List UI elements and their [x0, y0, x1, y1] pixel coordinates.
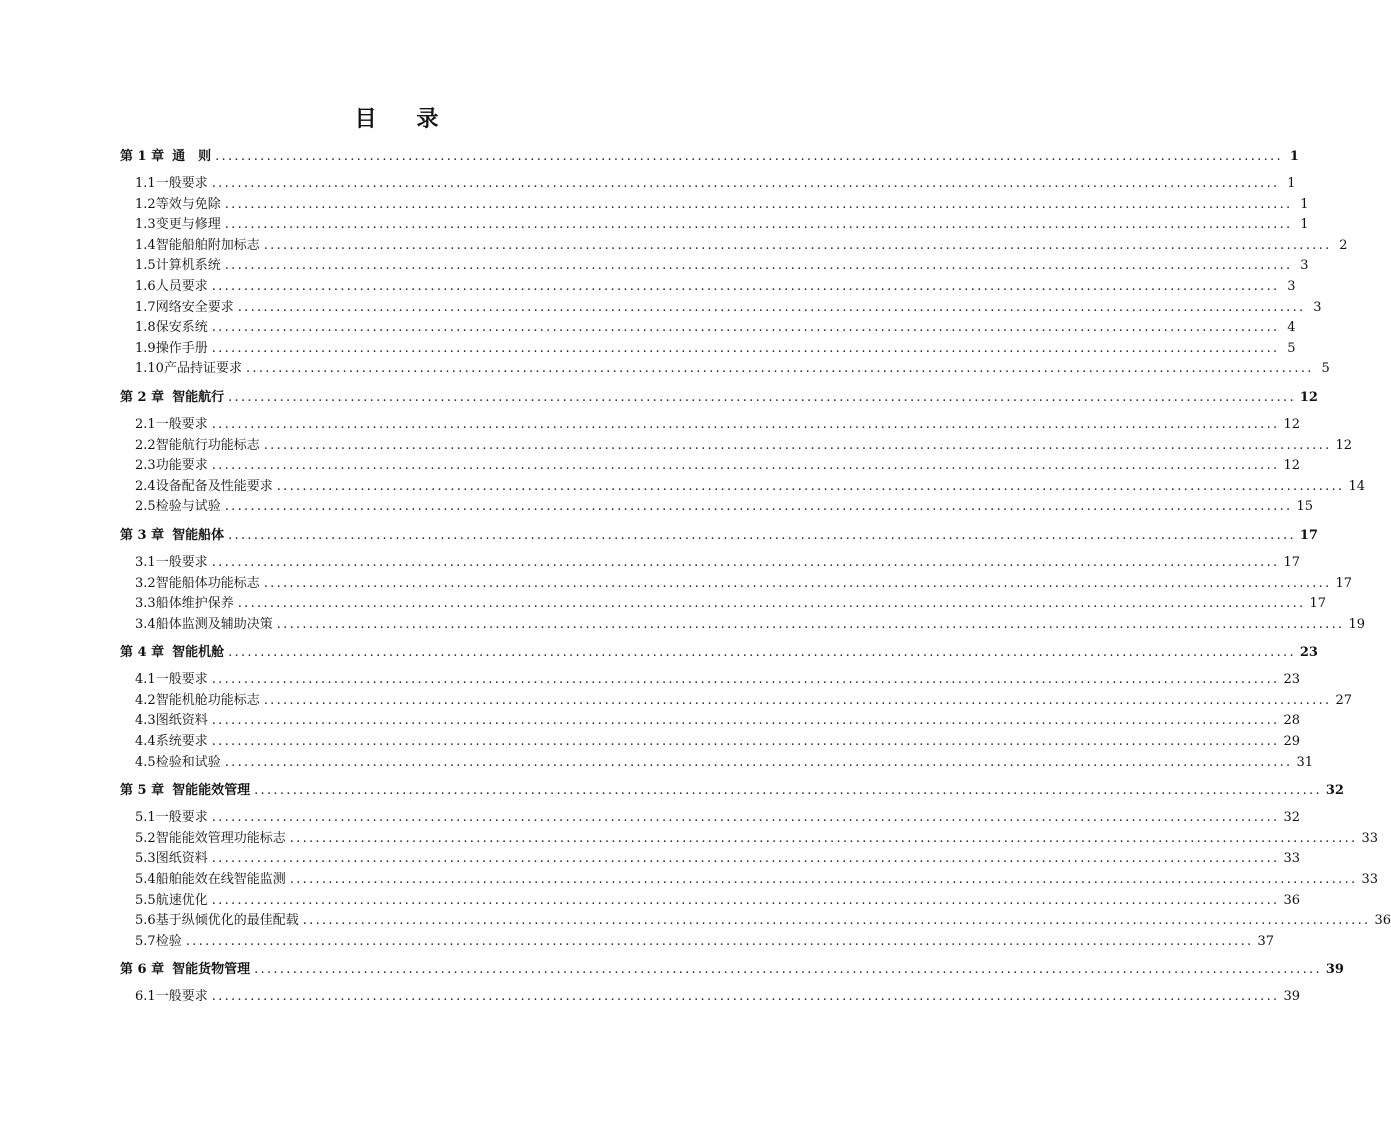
dot-leader: ...................................................................................................................................................................... — [228, 389, 1296, 405]
toc-section[interactable] — [120, 359, 1330, 380]
section-title: 等效与免除 — [155, 196, 221, 212]
toc-section[interactable] — [120, 732, 1301, 753]
page-number: 17 — [1335, 575, 1353, 591]
toc-section[interactable] — [120, 594, 1327, 615]
section-title: 设备配备及性能要求 — [155, 478, 273, 494]
dot-leader: ...................................................................................................................................................................... — [211, 554, 1280, 570]
section-title: 操作手册 — [155, 340, 208, 356]
page-number: 12 — [1283, 416, 1301, 432]
page-number: 28 — [1283, 713, 1301, 729]
chapter-number: 第 2 章 — [120, 389, 165, 405]
page-number: 1 — [1300, 217, 1309, 233]
section-number: 3.4 — [135, 616, 156, 632]
page-number: 5 — [1321, 361, 1330, 377]
toc-section[interactable] — [120, 215, 1309, 236]
dot-leader: ...................................................................................................................................................................... — [211, 989, 1280, 1005]
page-number: 23 — [1283, 672, 1301, 688]
toc-section[interactable] — [120, 808, 1301, 829]
toc-section[interactable] — [120, 477, 1366, 498]
page-number: 36 — [1283, 892, 1301, 908]
toc-section[interactable] — [120, 932, 1275, 953]
section-number: 3.2 — [135, 575, 156, 591]
chapter-title: 智能货物管理 — [172, 962, 251, 978]
dot-leader: ...................................................................................................................................................................... — [302, 913, 1371, 929]
dot-leader: ...................................................................................................................................................................... — [211, 458, 1280, 474]
section-title: 一般要求 — [155, 672, 208, 688]
page-number: 1 — [1287, 176, 1296, 191]
dot-leader: ...................................................................................................................................................................... — [211, 176, 1280, 191]
page-number: 17 — [1299, 527, 1318, 543]
dot-leader: ...................................................................................................................................................................... — [263, 692, 1332, 708]
dot-leader: ...................................................................................................................................................................... — [215, 149, 1283, 164]
section-title: 网络安全要求 — [155, 299, 234, 315]
dot-leader: ...................................................................................................................................................................... — [211, 340, 1280, 356]
section-title: 变更与修理 — [155, 217, 221, 233]
dot-leader: ...................................................................................................................................................................... — [224, 196, 1293, 212]
section-number: 1.2 — [135, 196, 156, 212]
section-title: 功能要求 — [155, 458, 208, 474]
chapter-number: 第 4 章 — [120, 645, 165, 661]
page-number: 32 — [1283, 810, 1301, 826]
section-number: 2.1 — [135, 416, 156, 432]
section-number: 3.3 — [135, 596, 156, 612]
dot-leader: ...................................................................................................................................................................... — [228, 527, 1296, 543]
page-number: 14 — [1348, 478, 1366, 494]
toc-section[interactable] — [120, 553, 1301, 574]
dot-leader: ...................................................................................................................................................................... — [211, 672, 1280, 688]
section-number: 5.7 — [135, 933, 156, 949]
chapter-title: 通 则 — [172, 149, 212, 164]
toc-chapter[interactable] — [120, 780, 1344, 801]
section-title: 智能机舱功能标志 — [155, 692, 260, 708]
toc-section[interactable] — [120, 670, 1301, 691]
section-number: 4.2 — [135, 692, 156, 708]
section-number: 2.5 — [135, 499, 156, 515]
dot-leader: ...................................................................................................................................................................... — [224, 499, 1293, 515]
toc-section[interactable] — [120, 911, 1391, 932]
toc-chapter[interactable] — [120, 959, 1344, 980]
page-number: 19 — [1348, 616, 1366, 632]
page-number: 12 — [1335, 437, 1353, 453]
chapter-number: 第 1 章 — [120, 149, 165, 164]
toc-section[interactable] — [120, 987, 1301, 1008]
section-number: 5.2 — [135, 830, 156, 846]
dot-leader: ...................................................................................................................................................................... — [185, 933, 1254, 949]
dot-leader: ...................................................................................................................................................................... — [254, 783, 1322, 799]
dot-leader: ...................................................................................................................................................................... — [276, 616, 1345, 632]
toc-section[interactable] — [120, 298, 1322, 319]
section-number: 1.6 — [135, 278, 156, 294]
page-number: 27 — [1335, 692, 1353, 708]
section-number: 2.3 — [135, 458, 156, 474]
dot-leader: ...................................................................................................................................................................... — [211, 416, 1280, 432]
toc-section[interactable] — [120, 497, 1314, 518]
toc-chapter[interactable] — [120, 387, 1318, 408]
dot-leader: ...................................................................................................................................................................... — [228, 645, 1296, 661]
dot-leader: ...................................................................................................................................................................... — [211, 810, 1280, 826]
chapter-title: 智能航行 — [172, 389, 225, 405]
section-number: 2.4 — [135, 478, 156, 494]
toc-section[interactable] — [120, 456, 1301, 477]
dot-leader: ...................................................................................................................................................................... — [224, 754, 1293, 770]
section-number: 6.1 — [135, 989, 156, 1005]
dot-leader: ...................................................................................................................................................................... — [276, 478, 1345, 494]
toc-section[interactable] — [120, 415, 1301, 436]
chapter-title: 智能能效管理 — [172, 783, 251, 799]
section-number: 4.4 — [135, 734, 156, 750]
page-number: 4 — [1287, 320, 1296, 336]
dot-leader: ...................................................................................................................................................................... — [263, 575, 1332, 591]
section-number: 5.6 — [135, 913, 156, 929]
section-title: 图纸资料 — [155, 851, 208, 867]
section-number: 1.1 — [135, 176, 156, 191]
toc-section[interactable] — [120, 753, 1314, 774]
dot-leader: ...................................................................................................................................................................... — [254, 962, 1322, 978]
chapter-title: 智能船体 — [172, 527, 225, 543]
chapter-number: 第 6 章 — [120, 962, 165, 978]
dot-leader: ...................................................................................................................................................................... — [211, 734, 1280, 750]
toc-chapter[interactable] — [120, 146, 1299, 167]
chapter-number: 第 3 章 — [120, 527, 165, 543]
section-title: 检验和试验 — [155, 754, 221, 770]
dot-leader: ...................................................................................................................................................................... — [245, 361, 1314, 377]
page-number: 3 — [1287, 278, 1296, 294]
page-number: 12 — [1299, 389, 1318, 405]
toc-section[interactable] — [120, 691, 1353, 712]
section-title: 智能能效管理功能标志 — [155, 830, 286, 846]
page-number: 33 — [1361, 830, 1379, 846]
section-title: 基于纵倾优化的最佳配载 — [155, 913, 299, 929]
section-title: 一般要求 — [155, 810, 208, 826]
page-number: 1 — [1300, 196, 1309, 212]
section-title: 检验与试验 — [155, 499, 221, 515]
toc-section[interactable] — [120, 339, 1296, 360]
section-number: 4.3 — [135, 713, 156, 729]
section-number: 2.2 — [135, 437, 156, 453]
page-number: 36 — [1374, 913, 1391, 929]
toc-section[interactable] — [120, 256, 1309, 277]
toc-chapter[interactable] — [120, 642, 1318, 663]
section-title: 船舶能效在线智能监测 — [155, 872, 286, 888]
page-number: 2 — [1339, 237, 1348, 253]
section-number: 4.1 — [135, 672, 156, 688]
dot-leader: ...................................................................................................................................................................... — [211, 892, 1280, 908]
dot-leader: ...................................................................................................................................................................... — [237, 596, 1306, 612]
toc-section[interactable] — [120, 195, 1309, 216]
toc-section[interactable] — [120, 849, 1301, 870]
toc-section[interactable] — [120, 711, 1301, 732]
dot-leader: ...................................................................................................................................................................... — [211, 278, 1280, 294]
section-title: 保安系统 — [155, 320, 208, 336]
toc-section[interactable] — [120, 436, 1353, 457]
section-number: 5.5 — [135, 892, 156, 908]
page-number: 39 — [1325, 962, 1344, 978]
page-number: 17 — [1309, 596, 1327, 612]
table-of-contents — [120, 146, 1391, 1008]
dot-leader: ...................................................................................................................................................................... — [289, 872, 1358, 888]
section-number: 3.1 — [135, 554, 156, 570]
section-title: 船体维护保养 — [155, 596, 234, 612]
dot-leader: ...................................................................................................................................................................... — [211, 320, 1280, 336]
section-number: 1.9 — [135, 340, 156, 356]
toc-section[interactable] — [120, 318, 1296, 339]
page-number: 23 — [1299, 645, 1318, 661]
section-number: 1.10 — [135, 361, 164, 377]
dot-leader: ...................................................................................................................................................................... — [237, 299, 1306, 315]
toc-section[interactable] — [120, 277, 1296, 298]
section-title: 智能船体功能标志 — [155, 575, 260, 591]
page-number: 37 — [1257, 933, 1275, 949]
section-number: 1.5 — [135, 258, 156, 274]
dot-leader: ...................................................................................................................................................................... — [211, 851, 1280, 867]
toc-section[interactable] — [120, 574, 1353, 595]
section-title: 人员要求 — [155, 278, 208, 294]
section-title: 智能船舶附加标志 — [155, 237, 260, 253]
page-number: 33 — [1361, 872, 1379, 888]
page-number: 17 — [1283, 554, 1301, 570]
section-number: 5.3 — [135, 851, 156, 867]
section-number: 5.1 — [135, 810, 156, 826]
section-title: 一般要求 — [155, 416, 208, 432]
toc-section[interactable] — [120, 615, 1366, 636]
toc-section[interactable] — [120, 870, 1379, 891]
toc-chapter[interactable] — [120, 525, 1318, 546]
section-number: 5.4 — [135, 872, 156, 888]
toc-section[interactable] — [120, 891, 1301, 912]
page-number: 1 — [1289, 149, 1299, 164]
section-title: 系统要求 — [155, 734, 208, 750]
page-number: 5 — [1287, 340, 1296, 356]
section-title: 智能航行功能标志 — [155, 437, 260, 453]
section-title: 计算机系统 — [155, 258, 221, 274]
section-title: 检验 — [155, 933, 182, 949]
dot-leader: ...................................................................................................................................................................... — [289, 830, 1358, 846]
dot-leader: ...................................................................................................................................................................... — [263, 237, 1332, 253]
page-number: 29 — [1283, 734, 1301, 750]
section-title: 航速优化 — [155, 892, 208, 908]
toc-section[interactable] — [120, 236, 1348, 257]
dot-leader: ...................................................................................................................................................................... — [224, 217, 1293, 233]
page-number: 3 — [1313, 299, 1322, 315]
toc-section[interactable] — [120, 829, 1379, 850]
page-number: 12 — [1283, 458, 1301, 474]
page-number: 15 — [1296, 499, 1314, 515]
page-number: 32 — [1325, 783, 1344, 799]
section-title: 船体监测及辅助决策 — [155, 616, 273, 632]
section-number: 1.8 — [135, 320, 156, 336]
page-number: 39 — [1283, 989, 1301, 1005]
section-number: 1.4 — [135, 237, 156, 253]
dot-leader: ...................................................................................................................................................................... — [224, 258, 1293, 274]
page-number: 3 — [1300, 258, 1309, 274]
section-number: 4.5 — [135, 754, 156, 770]
section-title: 一般要求 — [155, 176, 208, 191]
page-number: 33 — [1283, 851, 1301, 867]
toc-section[interactable] — [120, 174, 1296, 195]
section-title: 一般要求 — [155, 554, 208, 570]
page-number: 31 — [1296, 754, 1314, 770]
chapter-title: 智能机舱 — [172, 645, 225, 661]
page-title: 目 录 — [354, 107, 455, 132]
section-title: 图纸资料 — [155, 713, 208, 729]
section-title: 一般要求 — [155, 989, 208, 1005]
dot-leader: ...................................................................................................................................................................... — [263, 437, 1332, 453]
section-title: 产品持证要求 — [163, 361, 242, 377]
chapter-number: 第 5 章 — [120, 783, 165, 799]
dot-leader: ...................................................................................................................................................................... — [211, 713, 1280, 729]
section-number: 1.7 — [135, 299, 156, 315]
section-number: 1.3 — [135, 217, 156, 233]
